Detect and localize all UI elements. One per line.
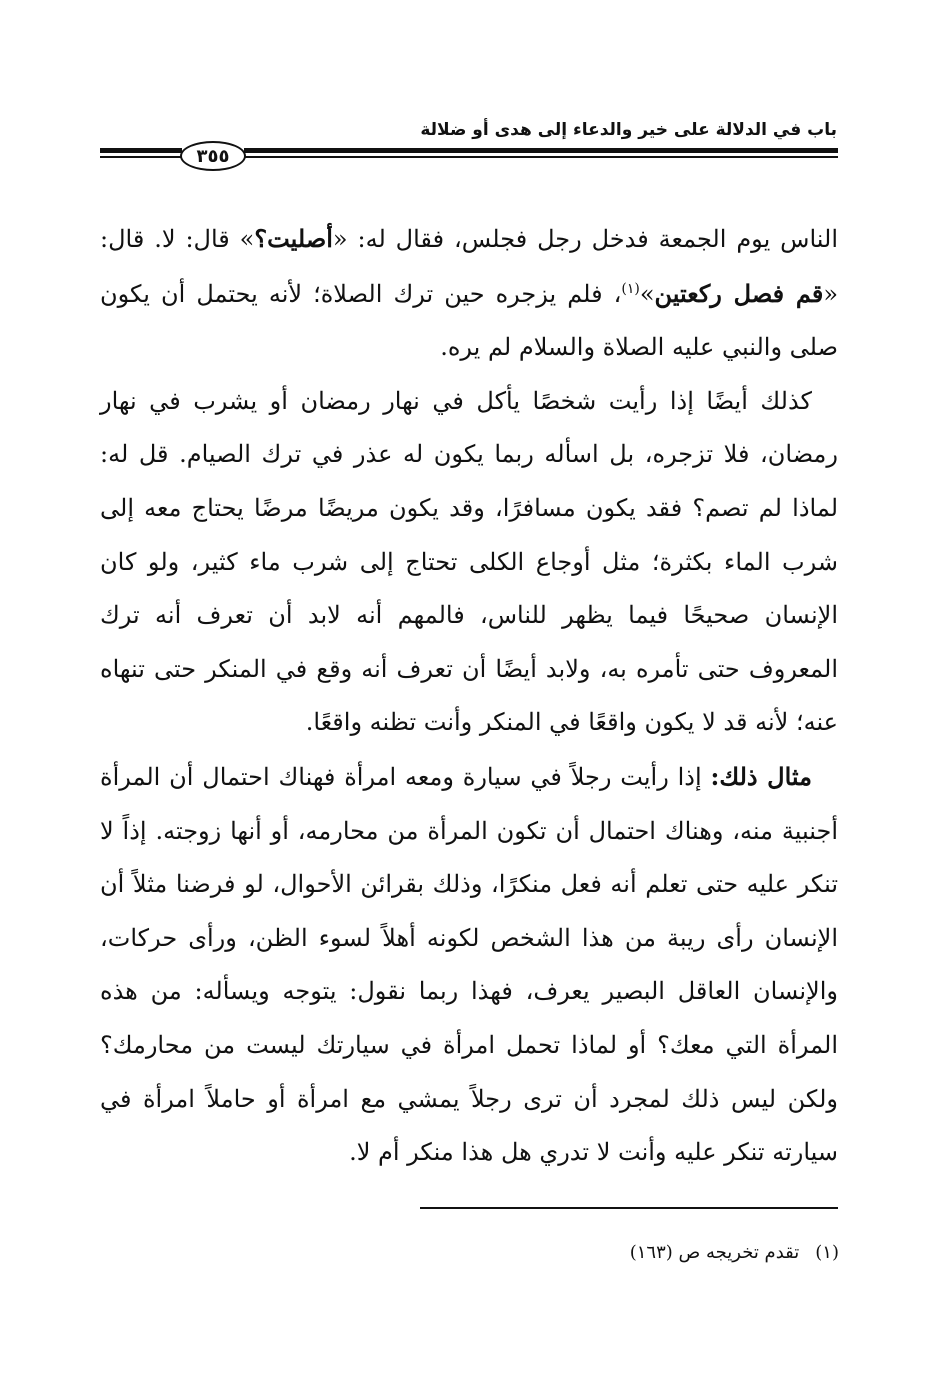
page-number: ٣٥٥	[180, 141, 246, 171]
footnote-mark: (١)	[815, 1242, 839, 1263]
running-title: باب في الدلالة على خير والدعاء إلى هدى أو ضلالة	[420, 120, 837, 140]
paragraph-1: الناس يوم الجمعة فدخل رجل فجلس، فقال له: «أصليت؟» قال: لا. قال: «قم فصل ركعتين»$^{(١)}$، فلم يزجره حين ترك الصلاة؛ لأنه يحتمل أن يكون صلى والنبي عليه الصلاة والسلام لم يره.	[100, 224, 839, 362]
example-lead: مثال ذلك:	[710, 761, 812, 791]
paragraph-2: كذلك أيضًا إذا رأيت شخصًا يأكل في نهار رمضان أو يشرب في نهار رمضان، فلا تزجره، بل اسأله ربما يكون له عذر في ترك الصيام. قل له: لماذا لم تصم؟ فقد يكون مسافرًا، وقد يكون مريضًا مرضًا يحتاج معه إلى شرب الماء بكثرة؛ مثل أوجاع الكلى تحتاج إلى شرب ماء كثير، ولو كان الإنسان صحيحًا فيما يظهر للناس، فالمهم أنه لابد أن تعرف أنه ترك المعروف حتى تأمره به، ولابد أيضًا أن تعرف أنه وقع في المنكر حتى تنهاه عنه؛ لأنه قد لا يكون واقعًا في المنكر وأنت تظنه واقعًا.	[100, 386, 838, 737]
quote-bold-2: قم فصل ركعتين	[654, 278, 824, 308]
paragraph-3: مثال ذلك: إذا رأيت رجلاً في سيارة ومعه امرأة فهناك احتمال أن المرأة أجنبية منه، وهناك احتمال أن تكون المرأة من محارمه، أو أنها زوجته. إذاً لا تنكر عليه حتى تعلم أنه فعل منكرًا، وذلك بقرائن الأحوال، لو فرضنا مثلاً أن الإنسان رأى ريبة من هذا الشخص لكونه أهلاً لسوء الظن، ورأى حركات، والإنسان العاقل البصير يعرف، فهذا ربما نقول: يتوجه ويسأله: من هذه المرأة التي معك؟ أو لماذا تحمل امرأة في سيارتك ليست من محارمك؟ ولكن ليس ذلك لمجرد أن ترى رجلاً يمشي مع امرأة أو حاملاً امرأة في سيارته تنكر عليه وأنت لا تدري هل هذا منكر أم لا.	[100, 761, 838, 1167]
footnote-separator	[420, 1207, 838, 1209]
header-rule-right	[244, 146, 838, 160]
quote-bold-1: أصليت؟	[254, 224, 333, 253]
footnote	[339, 1242, 839, 1263]
footnote-text: تقدم تخريجه ص (١٦٣)	[629, 1242, 800, 1263]
main-text	[100, 212, 838, 1180]
header-rule-left	[100, 146, 182, 160]
footnote-reference: (١)	[621, 280, 640, 297]
